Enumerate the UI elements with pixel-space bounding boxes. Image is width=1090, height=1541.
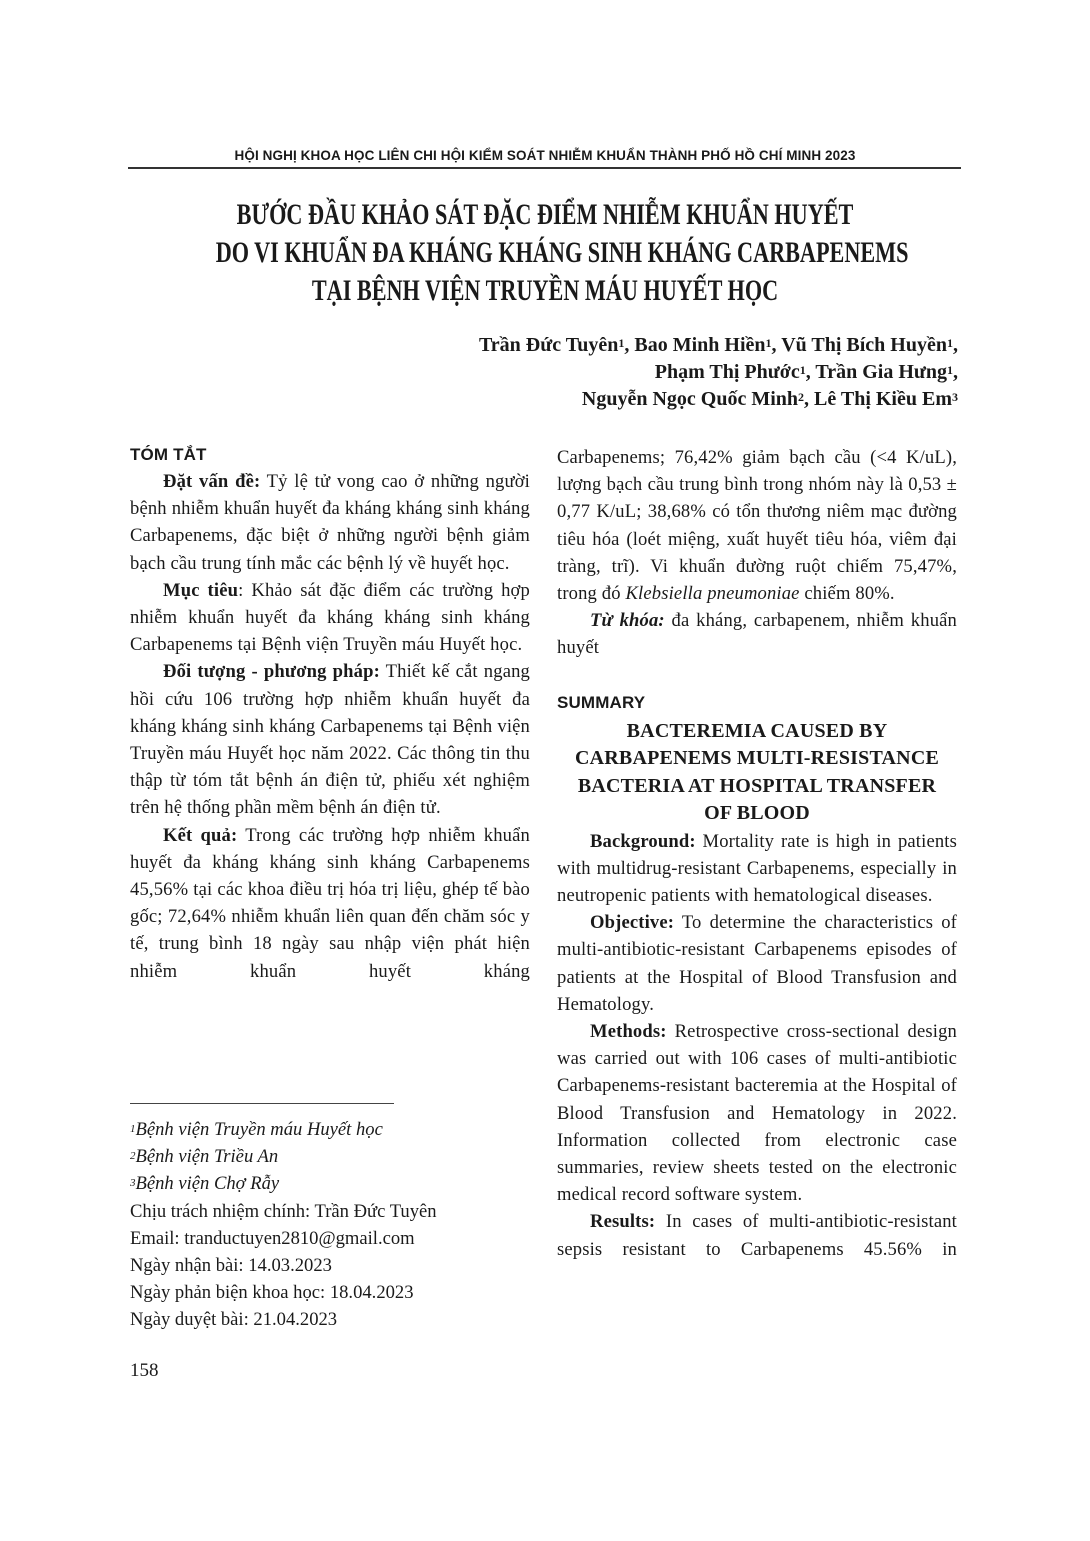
paragraph-label: Mục tiêu: [163, 579, 239, 601]
paragraph-label: Đối tượng - phương pháp:: [163, 661, 380, 683]
author-name: Phạm Thị Phước: [654, 361, 800, 383]
abstract-heading: TÓM TẮT: [130, 445, 207, 464]
author-line: Nguyễn Ngọc Quốc Minh$^2$, Lê Thị Kiều Em$^3$: [581, 388, 958, 410]
author-name: Vũ Thị Bích Huyền: [781, 334, 947, 356]
affiliation-mark: 1: [947, 363, 953, 377]
paragraph-text: : Khảo sát đặc điểm các trường hợp nhiễm khuẩn huyết đa kháng kháng sinh kháng Carbapenems tại Bệnh viện Truyền máu Huyết học.: [130, 579, 530, 656]
summary-title-line: OF BLOOD: [704, 802, 810, 825]
abstract-vietnamese: [130, 441, 530, 985]
keywords-label: Từ khóa:: [590, 610, 665, 632]
article-title: [100, 196, 990, 310]
summary-title: [557, 718, 957, 828]
paragraph-text: Retrospective cross-sectional design was carried out with 106 cases of multi-antibiotic Carbapenems-resistant bacteremia at the Hospital of Blood Transfusion and Hematology in 2022. Information collected from electronic case summaries, review sheets tested on the electronic medical record software system.: [557, 1021, 957, 1206]
paragraph-label: Methods:: [590, 1021, 667, 1043]
affiliation-mark: 3: [952, 390, 958, 404]
footnotes: [130, 1116, 437, 1334]
summary-paragraph: [557, 909, 957, 1018]
author-list: [479, 332, 958, 413]
summary-paragraph: [557, 1208, 957, 1262]
summary-title-line: BACTEREMIA CAUSED BY: [626, 719, 888, 742]
affiliation-mark: 1: [947, 336, 953, 350]
paragraph-label: Objective:: [590, 912, 675, 934]
abstract-paragraph: [130, 658, 530, 821]
affiliation: [130, 1116, 437, 1143]
corresponding-author: Chịu trách nhiệm chính: Trần Đức Tuyên: [130, 1200, 437, 1222]
affiliation-mark: 3: [130, 1177, 136, 1190]
summary-title-line: BACTERIA AT HOSPITAL TRANSFER: [577, 774, 937, 797]
affiliation-text: Bệnh viện Truyền máu Huyết học: [135, 1119, 383, 1140]
date-received: Ngày nhận bài: 14.03.2023: [130, 1255, 332, 1277]
running-head: HỘI NGHỊ KHOA HỌC LIÊN CHI HỘI KIỂM SOÁT NHIỄM KHUẨN THÀNH PHỐ HỒ CHÍ MINH 2023: [234, 148, 856, 163]
paragraph-label: Results:: [590, 1211, 656, 1233]
paragraph-text: To determine the characteristics of multi-antibiotic-resistant Carbapenems episodes of patients at the Hospital of Blood Transfusion and Hematology.: [557, 912, 957, 1015]
abstract-paragraph: [130, 577, 530, 659]
paragraph-label: Kết quả:: [163, 824, 238, 846]
summary-heading: SUMMARY: [557, 692, 646, 712]
keywords-text: đa kháng, carbapenem, nhiễm khuẩn huyết: [557, 610, 957, 659]
paragraph-label: Đặt vấn đề:: [163, 471, 261, 492]
email: Email: tranductuyen2810@gmail.com: [130, 1227, 415, 1249]
affiliation-mark: 2: [130, 1150, 136, 1163]
paragraph-text: In cases of multi-antibiotic-resistant sepsis resistant to Carbapenems 45.56% in: [557, 1211, 957, 1260]
paragraph-label: Background:: [590, 830, 696, 852]
keywords: [557, 607, 957, 661]
affiliation-mark: 1: [130, 1123, 136, 1135]
affiliation-mark: 1: [618, 336, 625, 350]
date-accepted: Ngày duyệt bài: 21.04.2023: [130, 1309, 338, 1331]
summary-paragraph: [557, 1018, 957, 1208]
paragraph-text: Thiết kế cắt ngang hồi cứu 106 trường hợp nhiễm khuẩn huyết đa kháng kháng sinh kháng Carbapenems tại Bệnh viện Truyền máu Huyết học năm 2022. Các thông tin thu thập từ tóm tắt bệnh án điện tử, phiếu xét nghiệm trên hệ thống phần mềm bệnh án điện tử.: [130, 661, 530, 819]
author-line: Trần Đức Tuyên$^1$, Bao Minh Hiền$^1$, Vũ Thị Bích Huyền$^1$,: [478, 334, 958, 356]
paragraph-text: Mortality rate is high in patients with multidrug-resistant Carbapenems, especially in neutropenic patients with hematological diseases.: [557, 830, 957, 907]
title-line: TẠI BỆNH VIỆN TRUYỀN MÁU HUYẾT HỌC: [311, 274, 779, 307]
affiliation-mark: 2: [798, 390, 804, 404]
abstract-paragraph: [130, 822, 530, 985]
summary-title-line: CARBAPENEMS MULTI-RESISTANCE: [575, 747, 939, 770]
species-name: Klebsiella pneumoniae: [625, 583, 800, 605]
abstract-paragraph: [130, 468, 530, 577]
affiliation-mark: 1: [799, 363, 806, 377]
title-line: DO VI KHUẨN ĐA KHÁNG KHÁNG SINH KHÁNG CARBAPENEMS: [215, 236, 909, 269]
date-reviewed: Ngày phản biện khoa học: 18.04.2023: [130, 1282, 414, 1304]
author-name: Nguyễn Ngọc Quốc Minh: [581, 388, 798, 410]
paragraph-text: Tỷ lệ tử vong cao ở những người bệnh nhiễm khuẩn huyết đa kháng kháng sinh kháng Carbapenems, đặc biệt ở những người bệnh giảm bạch cầu trung tính mắc các bệnh lý về huyết học.: [130, 471, 530, 574]
right-column: [557, 444, 957, 1263]
paragraph-text: Trong các trường hợp nhiễm khuẩn huyết đa kháng kháng sinh kháng Carbapenems 45,56% tại các khoa điều trị hóa trị liệu, ghép tế bào gốc; 72,64% nhiễm khuẩn liên quan đến chăm sóc y tế, trung bình 18 ngày sau nhập viện phát hiện nhiễm khuẩn huyết kháng: [130, 824, 530, 982]
title-line: BƯỚC ĐẦU KHẢO SÁT ĐẶC ĐIỂM NHIỄM KHUẨN HUYẾT: [236, 198, 854, 231]
affiliation-mark: 1: [765, 336, 772, 350]
affiliation: [130, 1143, 437, 1170]
abstract-paragraph-continued: [557, 444, 957, 607]
paragraph-text: chiếm 80%.: [799, 583, 895, 605]
affiliation: [130, 1170, 437, 1197]
author-line: Phạm Thị Phước$^1$, Trần Gia Hưng$^1$,: [654, 361, 958, 383]
affiliation-text: Bệnh viện Triều An: [135, 1146, 279, 1168]
page-number: 158: [130, 1360, 159, 1381]
affiliation-text: Bệnh viện Chợ Rẫy: [135, 1173, 280, 1195]
author-name: Trần Gia Hưng: [815, 361, 947, 383]
paragraph-text: Carbapenems; 76,42% giảm bạch cầu (<4 K/uL), lượng bạch cầu trung bình trong nhóm này là 0,53 ± 0,77 K/uL; 38,68% có tổn thương niêm mạc đường tiêu hóa (loét miệng, xuất huyết tiêu hóa, viêm đại tràng, trĩ). Vi khuẩn đường ruột chiếm 75,47%, trong đó: [557, 447, 957, 605]
author-name: Bao Minh Hiền: [634, 334, 766, 356]
header-rule: [128, 167, 961, 169]
summary-paragraph: [557, 828, 957, 910]
footnote-rule: [130, 1103, 394, 1104]
author-name: Trần Đức Tuyên: [478, 334, 619, 356]
author-name: Lê Thị Kiều Em: [814, 388, 952, 410]
